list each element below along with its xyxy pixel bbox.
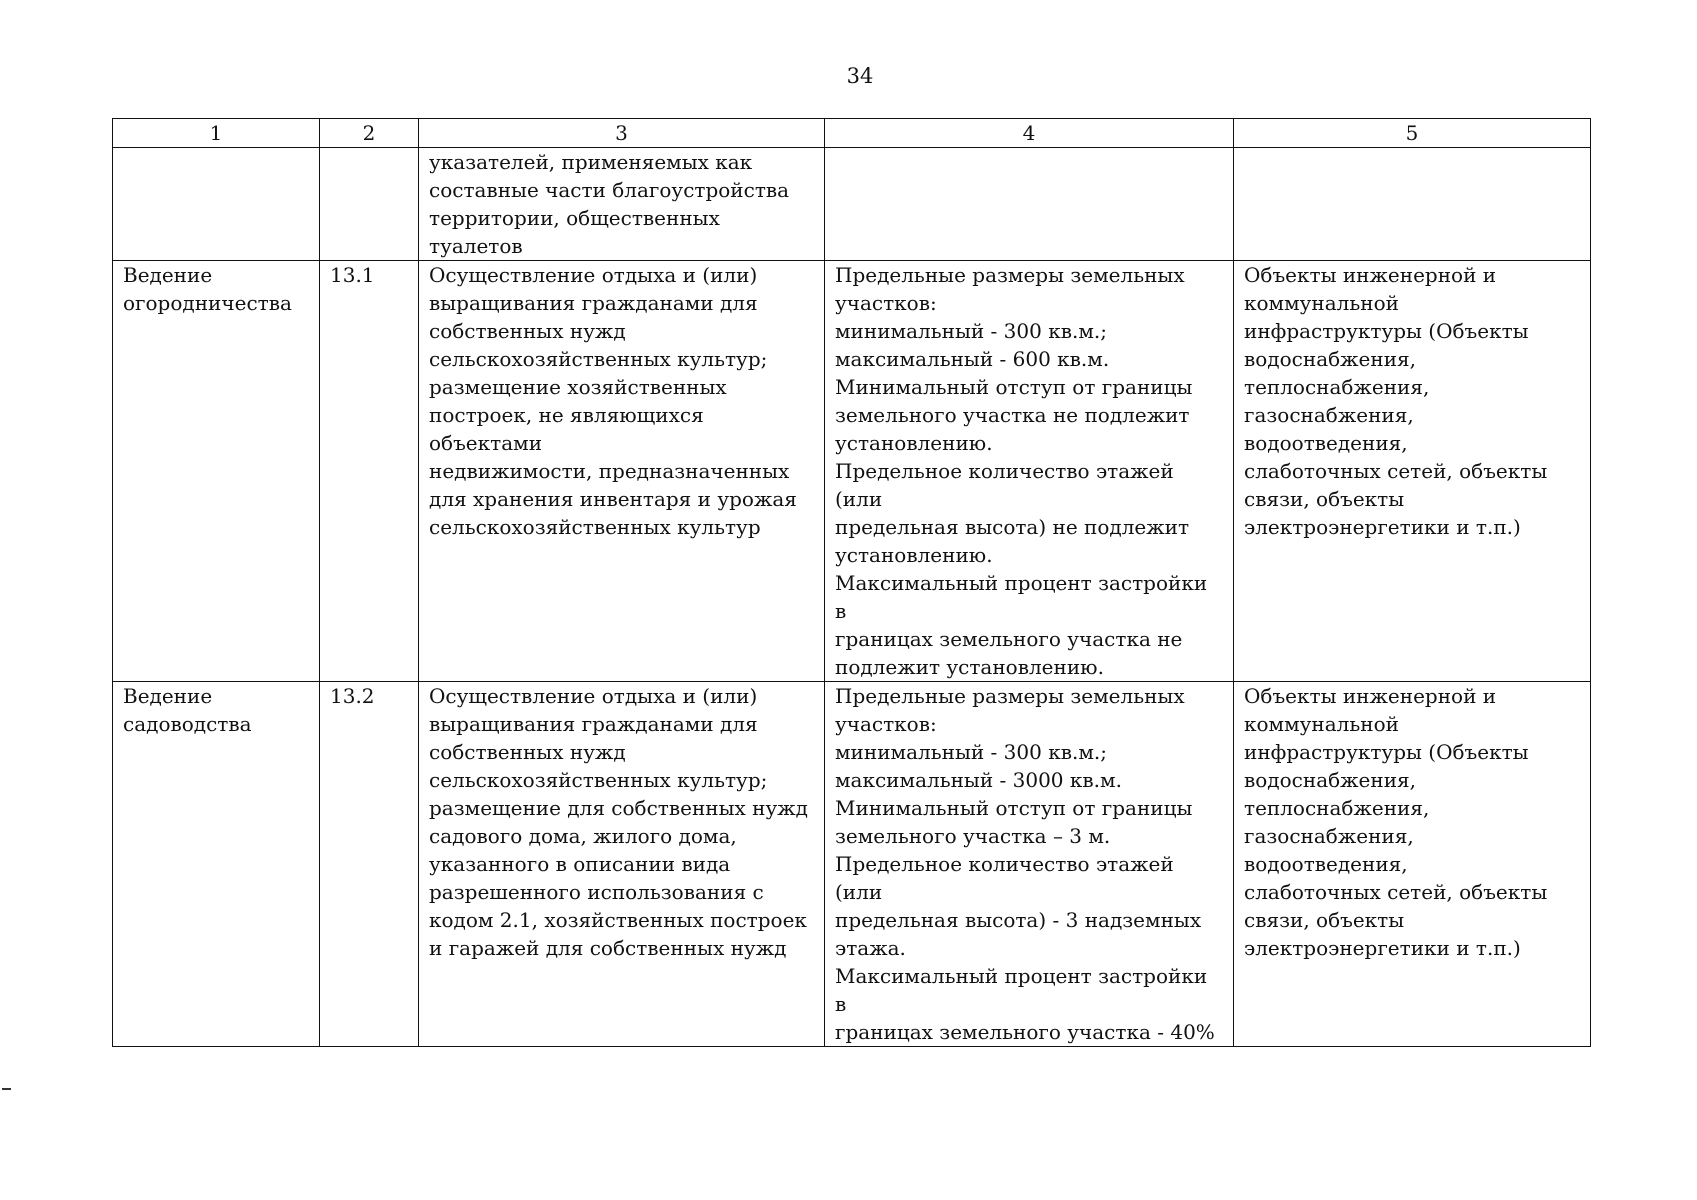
- use-parameters: Предельные размеры земельных участков: минимальный - 300 кв.м.; максимальный - 600 кв.м. Минимальный отступ от границы земельного участка не подлежит установлению. Предельное количество этажей (или предельная высота) не подлежит установлению. Максимальный процент застройки в границах земельного участка не подлежит установлению.: [835, 263, 1208, 679]
- scan-margin-mark: [2, 1088, 11, 1090]
- use-description: Осуществление отдыха и (или) выращивания гражданами для собственных нужд сельскохозяйственных культур; размещение хозяйственных построек, не являющихся объектами недвижимости, предназначенных для хранения инвентаря и урожая сельскохозяйственных культур: [429, 263, 797, 539]
- use-code-cell: [320, 682, 419, 1047]
- table-row: [113, 148, 1591, 261]
- column-header-2: 2: [320, 119, 419, 148]
- use-description-cell: [419, 682, 825, 1047]
- table-row: [113, 261, 1591, 682]
- use-objects: Объекты инженерной и коммунальной инфраструктуры (Объекты водоснабжения, теплоснабжения, газоснабжения, водоотведения, слаботочных сетей, объекты связи, объекты электроэнергетики и т.п.): [1244, 684, 1548, 960]
- use-code-cell: [320, 261, 419, 682]
- use-name-cell: [113, 682, 320, 1047]
- use-code: 13.2: [330, 684, 375, 708]
- use-name: Ведение садоводства: [123, 684, 252, 736]
- use-parameters-cell: [825, 682, 1234, 1047]
- land-use-table: [112, 118, 1591, 1047]
- use-code-cell: [320, 148, 419, 261]
- use-objects-cell: [1234, 148, 1591, 261]
- use-name: Ведение огородничества: [123, 263, 292, 315]
- use-parameters: Предельные размеры земельных участков: минимальный - 300 кв.м.; максимальный - 3000 кв.м. Минимальный отступ от границы земельного участка – 3 м. Предельное количество этажей (или предельная высота) - 3 надземных этажа. Максимальный процент застройки в границах земельного участка - 40%: [835, 684, 1215, 1044]
- page-number: 34: [846, 64, 874, 88]
- table-row: [113, 682, 1591, 1047]
- column-header-4: 4: [825, 119, 1234, 148]
- use-objects-cell: [1234, 261, 1591, 682]
- use-description-cell: [419, 148, 825, 261]
- use-description-cell: [419, 261, 825, 682]
- table-header-row: [113, 119, 1591, 148]
- use-name-cell: [113, 148, 320, 261]
- column-header-1: 1: [113, 119, 320, 148]
- use-description: указателей, применяемых как составные части благоустройства территории, общественных туалетов: [429, 150, 790, 258]
- use-parameters-cell: [825, 148, 1234, 261]
- use-name-cell: [113, 261, 320, 682]
- use-code: 13.1: [330, 263, 375, 287]
- use-objects: Объекты инженерной и коммунальной инфраструктуры (Объекты водоснабжения, теплоснабжения, газоснабжения, водоотведения, слаботочных сетей, объекты связи, объекты электроэнергетики и т.п.): [1244, 263, 1548, 539]
- use-objects-cell: [1234, 682, 1591, 1047]
- column-header-3: 3: [419, 119, 825, 148]
- column-header-5: 5: [1234, 119, 1591, 148]
- use-description: Осуществление отдыха и (или) выращивания гражданами для собственных нужд сельскохозяйственных культур; размещение для собственных нужд садового дома, жилого дома, указанного в описании вида разрешенного использования с кодом 2.1, хозяйственных построек и гаражей для собственных нужд: [429, 684, 808, 960]
- use-parameters-cell: [825, 261, 1234, 682]
